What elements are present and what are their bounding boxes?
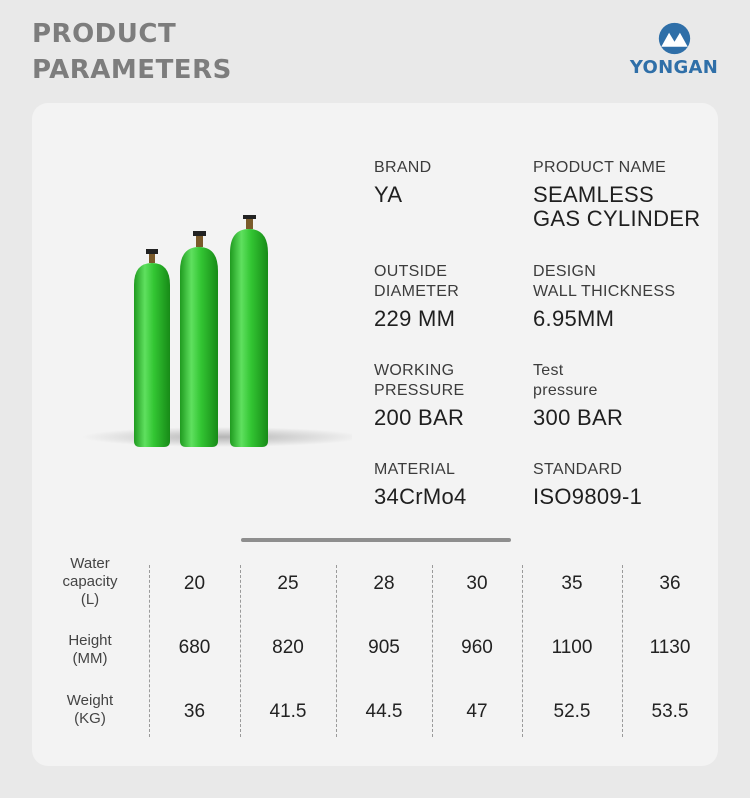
table-cell: 20 xyxy=(183,573,206,594)
spec-outside-diameter-label: OUTSIDE DIAMETER xyxy=(374,263,460,300)
parameters-card xyxy=(32,103,718,766)
spec-material-value: 34CrMo4 xyxy=(374,484,467,509)
table-cell: 25 xyxy=(277,573,299,594)
spec-working-pressure-label: WORKING PRESSURE xyxy=(374,362,465,399)
cylinder-large xyxy=(230,215,268,447)
table-cell: 35 xyxy=(561,573,583,594)
spec-product-name-label: PRODUCT NAME xyxy=(533,159,667,176)
table-cell: 680 xyxy=(178,637,211,658)
table-cell: 28 xyxy=(373,573,395,594)
section-divider xyxy=(241,538,511,542)
spec-brand-label: BRAND xyxy=(374,159,432,176)
spec-standard-value: ISO9809-1 xyxy=(533,484,643,509)
spec-test-pressure-value: 300 BAR xyxy=(533,405,624,430)
spec-working-pressure-value: 200 BAR xyxy=(374,405,465,430)
table-cell: 905 xyxy=(368,637,400,658)
cylinder-small xyxy=(134,249,170,447)
spec-product-name xyxy=(533,158,700,231)
spec-test-pressure xyxy=(533,361,623,430)
table-cell: 52.5 xyxy=(553,701,591,722)
table-cell: 1100 xyxy=(551,637,593,658)
table-cell: 30 xyxy=(466,573,488,594)
spec-wall-thickness-label: DESIGN WALL THICKNESS xyxy=(533,263,676,300)
table-cell: 47 xyxy=(466,701,488,722)
spec-brand-value: YA xyxy=(374,182,403,207)
table-row-label-weight: Weight (KG) xyxy=(66,692,114,727)
table-row-label-height: Height (MM) xyxy=(68,632,112,667)
spec-product-name-value: SEAMLESS GAS CYLINDER xyxy=(533,182,701,231)
brand-logo-text: YONGAN xyxy=(629,57,719,78)
spec-wall-thickness xyxy=(533,262,675,331)
spec-test-pressure-label: Test pressure xyxy=(533,362,598,399)
spec-outside-diameter-value: 229 MM xyxy=(374,306,456,331)
table-cell: 1130 xyxy=(649,637,691,658)
spec-brand xyxy=(374,158,432,207)
page-title-line-2: PARAMETERS xyxy=(32,55,232,85)
yongan-logo-icon xyxy=(658,22,691,55)
spec-wall-thickness-value: 6.95MM xyxy=(533,306,615,331)
brand-logo xyxy=(626,22,722,84)
spec-outside-diameter xyxy=(374,262,459,331)
page-title xyxy=(32,16,232,88)
table-cell: 53.5 xyxy=(651,701,689,722)
spec-standard-label: STANDARD xyxy=(533,461,623,478)
table-cell: 960 xyxy=(461,637,493,658)
table-row-label-water-capacity: Water capacity (L) xyxy=(62,555,118,608)
table-cell: 41.5 xyxy=(269,701,307,722)
spec-material xyxy=(374,460,467,509)
table-cell: 44.5 xyxy=(365,701,403,722)
table-cell: 820 xyxy=(272,637,304,658)
table-cell: 36 xyxy=(183,701,206,722)
spec-material-label: MATERIAL xyxy=(374,461,456,478)
spec-standard xyxy=(533,460,642,509)
table-cell: 36 xyxy=(659,573,681,594)
cylinder-medium xyxy=(180,231,218,447)
page-title-line-1: PRODUCT xyxy=(32,19,177,49)
spec-working-pressure xyxy=(374,361,464,430)
gas-cylinders-image xyxy=(72,215,352,455)
